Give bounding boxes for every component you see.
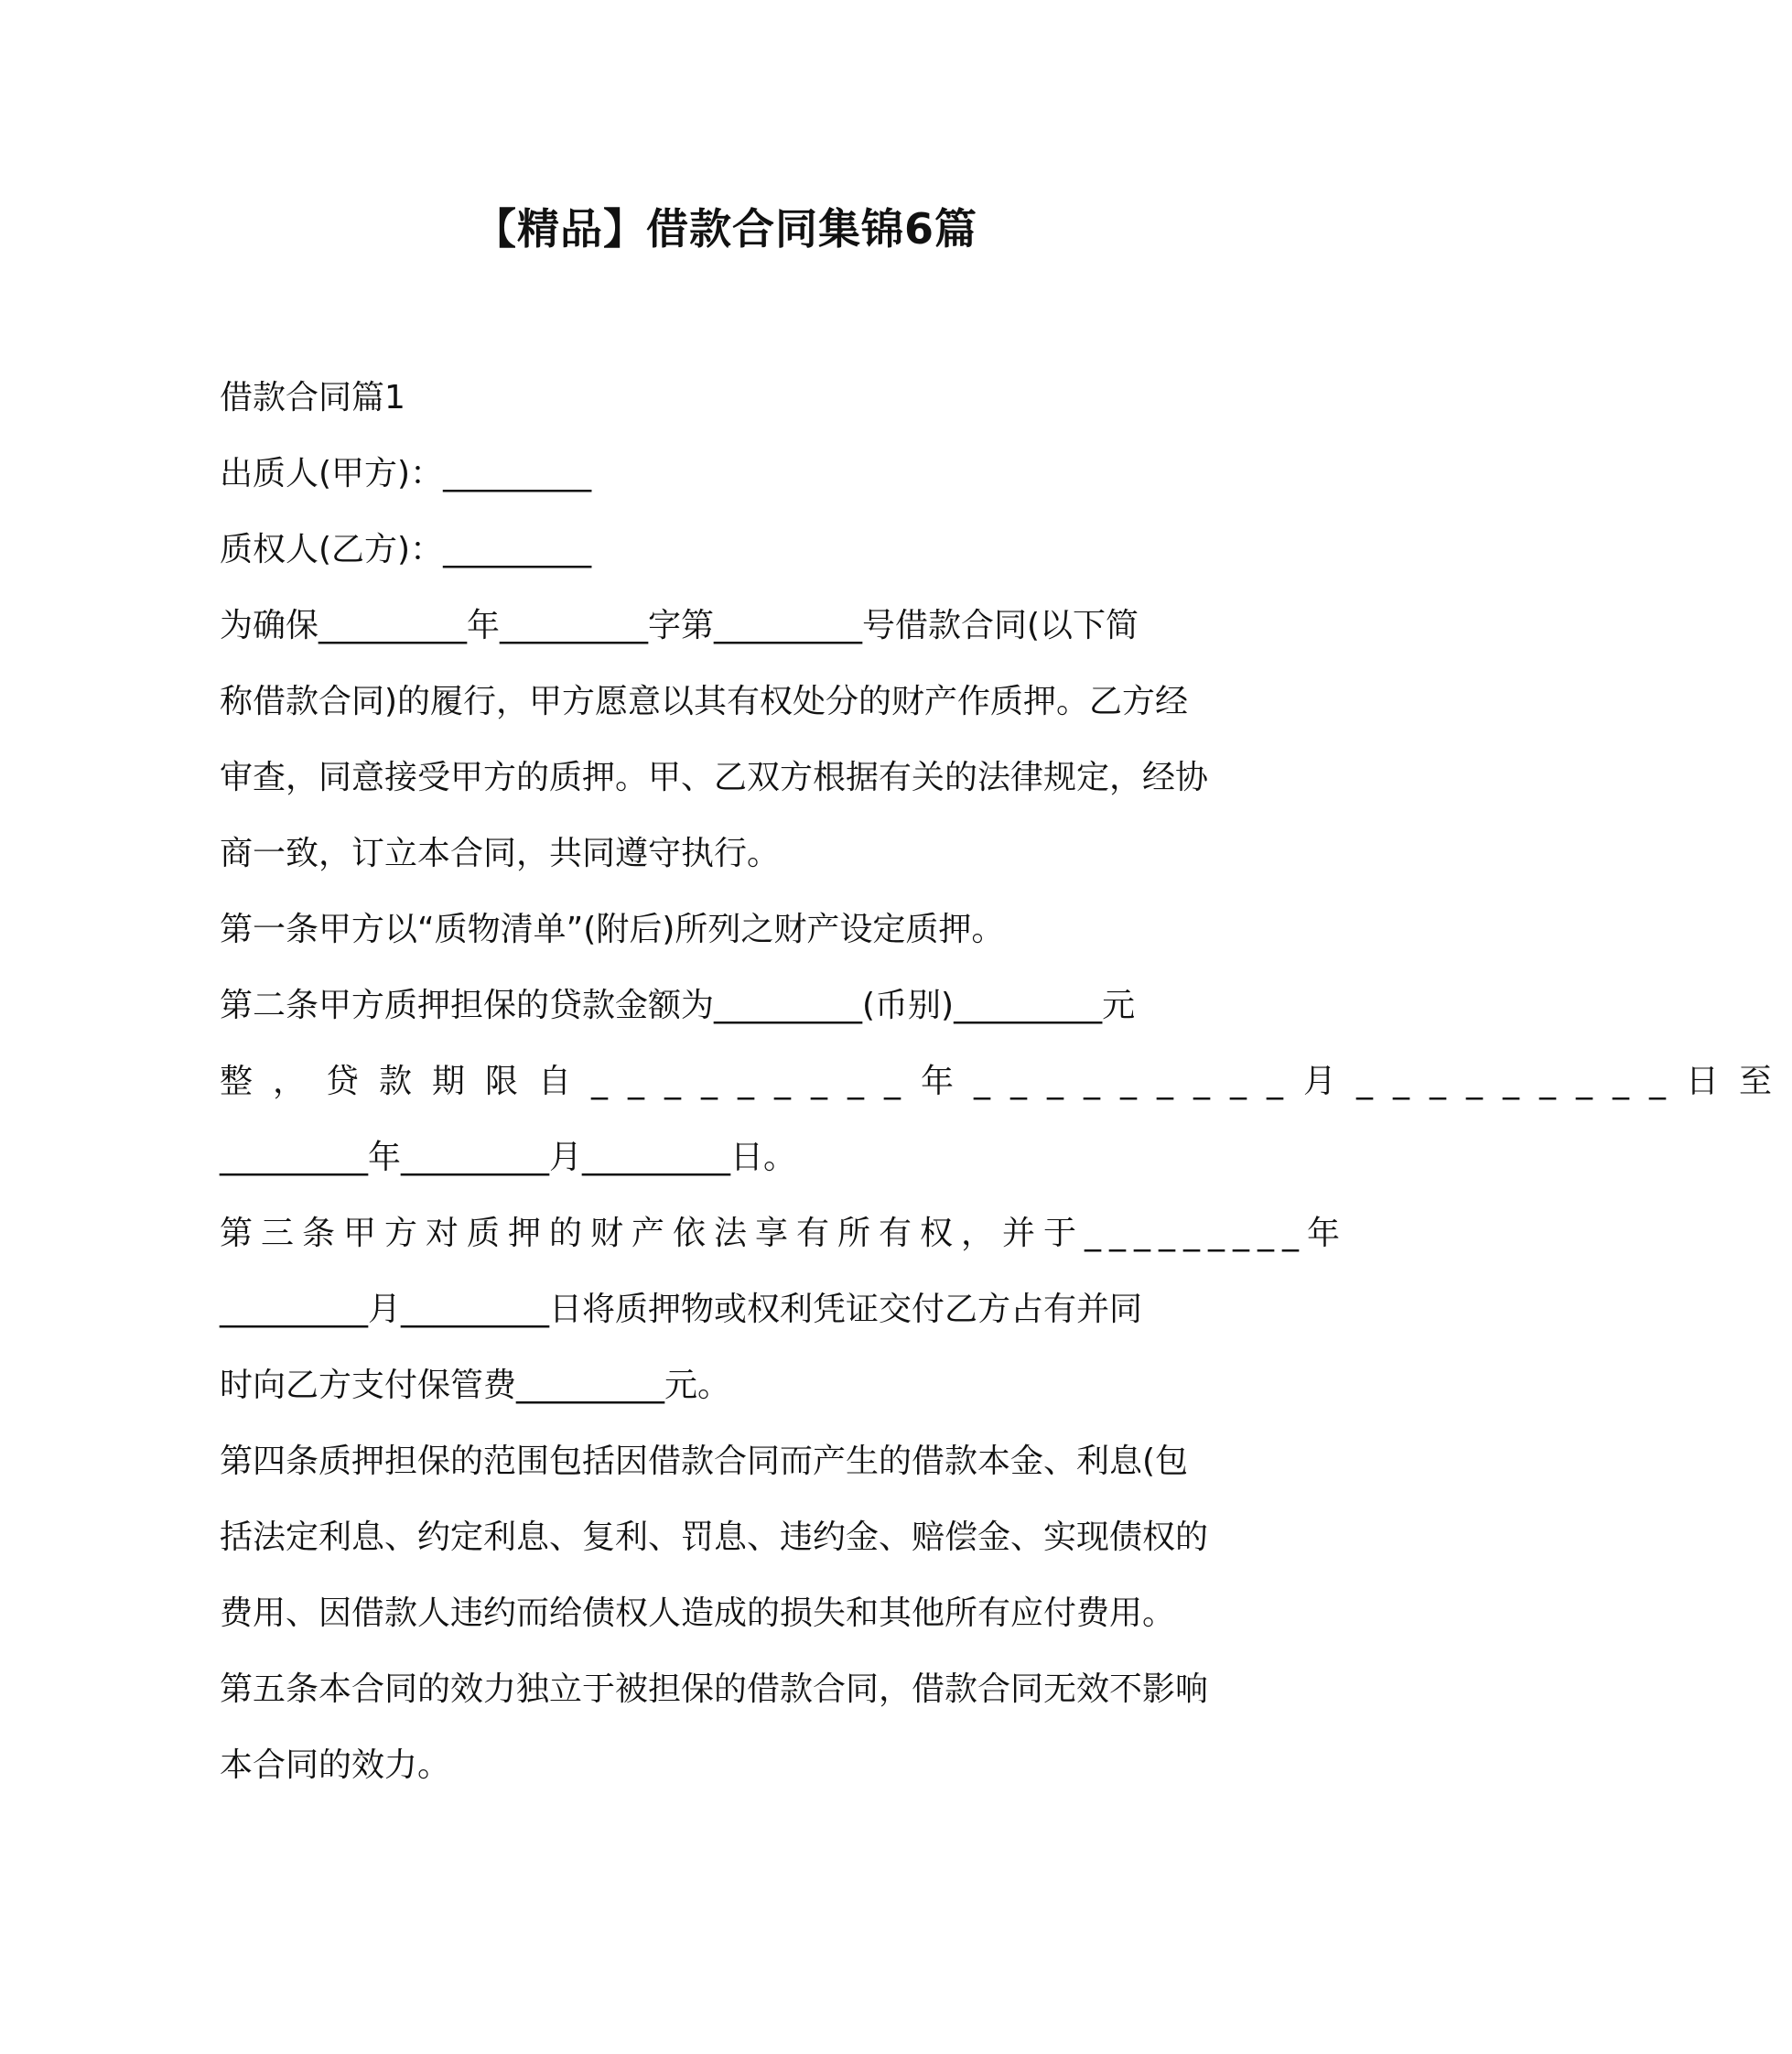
section-heading: 借款合同篇1 (220, 379, 405, 416)
document-title: 【精品】借款合同集锦6篇 (473, 204, 977, 254)
article-4-line: 括法定利息、约定利息、复利、罚息、违约金、赔偿金、实现债权的 (220, 1519, 1209, 1556)
article-5-line: 本合同的效力。 (220, 1746, 451, 1784)
paragraph-line: 商一致，订立本合同，共同遵守执行。 (220, 835, 781, 872)
article-2-line: 整，贷款期限自_________年_________月_________日至 (220, 1063, 1792, 1100)
article-4-line: 第四条质押担保的范围包括因借款合同而产生的借款本金、利息(包 (220, 1443, 1189, 1480)
article-4-line: 费用、因借款人违约而给债权人造成的损失和其他所有应付费用。 (220, 1595, 1176, 1632)
pledgor-line: 出质人(甲方)：_________ (220, 455, 592, 492)
document-body (220, 360, 1792, 1803)
paragraph-line: 称借款合同)的履行，甲方愿意以其有权处分的财产作质押。乙方经 (220, 683, 1189, 720)
paragraph-line: 为确保_________年_________字第_________号借款合同(以下简 (220, 607, 1139, 644)
article-2-line: _________年_________月_________日。 (220, 1139, 796, 1176)
paragraph-line: 审查，同意接受甲方的质押。甲、乙双方根据有关的法律规定，经协 (220, 759, 1209, 796)
article-3-line: 时向乙方支付保管费_________元。 (220, 1367, 731, 1404)
pledgee-line: 质权人(乙方)：_________ (220, 531, 592, 568)
article-2-line: 第二条甲方质押担保的贷款金额为_________(币别)_________元 (220, 987, 1136, 1024)
article-3-line: _________月_________日将质押物或权利凭证交付乙方占有并同 (220, 1291, 1143, 1328)
article-3-line: 第三条甲方对质押的财产依法享有所有权，并于_________年 (220, 1215, 1349, 1252)
article-1-line: 第一条甲方以“质物清单”(附后)所列之财产设定质押。 (220, 911, 1005, 948)
article-5-line: 第五条本合同的效力独立于被担保的借款合同，借款合同无效不影响 (220, 1670, 1209, 1708)
